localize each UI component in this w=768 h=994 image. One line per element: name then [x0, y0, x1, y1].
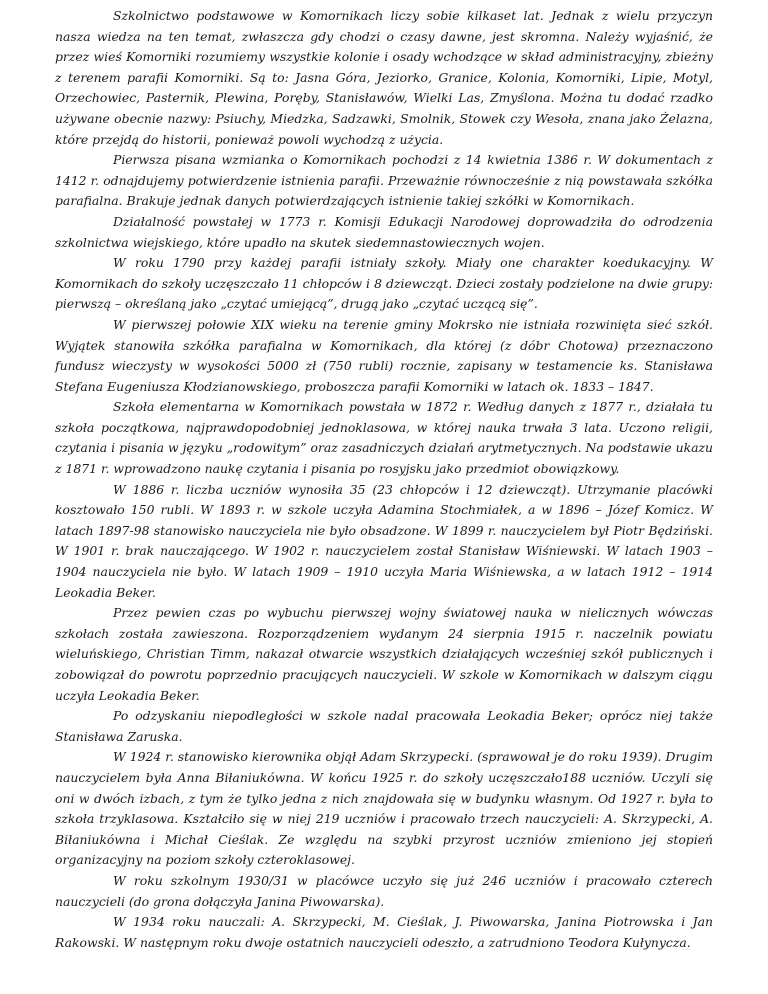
paragraph-7: W 1886 r. liczba uczniów wynosiła 35 (23 chłopców i 12 dziewcząt). Utrzymanie placówki kosztowało 150 rubli. W 1893 r. w szkole uczyła Adamina Stochmiałek, a w 1896 – Józef Komicz. W latach 1897-98 stanowisko nauczyciela nie było obsadzone. W 1899 r. nauczycielem był Piotr Będziński. W 1901 r. brak nauczającego. W 1902 r. nauczycielem został Stanisław Wiśniewski. W latach 1903 – 1904 nauczyciela nie było. W latach 1909 – 1910 uczyła Maria Wiśniewska, a w latach 1912 – 1914 Leokadia Beker. — [55, 481, 713, 600]
paragraph-5: W pierwszej połowie XIX wieku na terenie gminy Mokrsko nie istniała rozwinięta sieć szkół. Wyjątek stanowiła szkółka parafialna w Komornikach, dla której (z dóbr Chotowa) przeznaczono fundusz wieczysty w wysokości 5000 zł (750 rubli) rocznie, zapisany w testamencie ks. Stanisława Stefana Eugeniusza Kłodzianowskiego, proboszcza parafii Komorniki w latach ok. 1833 – 1847. — [55, 316, 713, 394]
paragraph-12: W 1934 roku nauczali: A. Skrzypecki, M. Cieślak, J. Piwowarska, Janina Piotrowska i Jan Rakowski. W następnym roku dwoje ostatnich nauczycieli odeszło, a zatrudniono Teodora Kułynycza. — [55, 914, 713, 950]
document-page — [55, 6, 713, 953]
paragraph-11: W roku szkolnym 1930/31 w placówce uczyło się już 246 uczniów i pracowało czterech nauczycieli (do grona dołączyła Janina Piwowarska). — [55, 872, 713, 909]
paragraph-9: Po odzyskaniu niepodległości w szkole nadal pracowała Leokadia Beker; oprócz niej także Stanisława Zaruska. — [55, 708, 713, 744]
paragraph-8: Przez pewien czas po wybuchu pierwszej wojny światowej nauka w nielicznych wówczas szkołach została zawieszona. Rozporządzeniem wydanym 24 sierpnia 1915 r. naczelnik powiatu wieluńskiego, Christian Timm, nakazał otwarcie wszystkich działających wcześniej szkół publicznych i zobowiązał do powrotu poprzednio pracujących nauczycieli. W szkole w Komornikach w dalszym ciągu uczyła Leokadia Beker. — [55, 605, 713, 703]
paragraph-1: Szkolnictwo podstawowe w Komornikach liczy sobie kilkaset lat. Jednak z wielu przyczyn nasza wiedza na ten temat, zwłaszcza gdy chodzi o czasy dawne, jest skromna. Należy wyjaśnić, że przez wieś Komorniki rozumiemy wszystkie kolonie i osady wchodzące w skład administracyjny, zbieżny z terenem parafii Komorniki. Są to: Jasna Góra, Jeziorko, Granice, Kolonia, Komorniki, Lipie, Motyl, Orzechowiec, Pasternik, Plewina, Poręby, Stanisławów, Wielki Las, Zmyślona. Można tu dodać rzadko używane obecnie nazwy: Psiuchy, Miedzka, Sadzawki, Smolnik, Stowek czy Wesoła, znana jako Żelazna, które przejdą do historii, ponieważ powoli wychodzą z użycia. — [55, 8, 713, 147]
paragraph-10: W 1924 r. stanowisko kierownika objął Adam Skrzypecki. (sprawował je do roku 1939). Drugim nauczycielem była Anna Biłaniukówna. W końcu 1925 r. do szkoły uczęszczało188 uczniów. Uczyli się oni w dwóch izbach, z tym że tylko jedna z nich znajdowała się w budynku własnym. Od 1927 r. była to szkoła trzyklasowa. Kształciło się w niej 219 uczniów i pracowało trzech nauczycieli: A. Skrzypecki, A. Biłaniukówna i Michał Cieślak. Ze względu na szybki przyrost uczniów zmieniono jej stopień organizacyjny na poziom szkoły czteroklasowej. — [55, 749, 713, 868]
paragraph-2: Pierwsza pisana wzmianka o Komornikach pochodzi z 14 kwietnia 1386 r. W dokumentach z 1412 r. odnajdujemy potwierdzenie istnienia parafii. Przeważnie równocześnie z nią powstawała szkółka parafialna. Brakuje jednak danych potwierdzających istnienie takiej szkółki w Komornikach. — [55, 152, 713, 209]
paragraph-3: Działalność powstałej w 1773 r. Komisji Edukacji Narodowej doprowadziła do odrodzenia szkolnictwa wiejskiego, które upadło na skutek siedemnastowiecznych wojen. — [55, 213, 713, 250]
paragraph-4: W roku 1790 przy każdej parafii istniały szkoły. Miały one charakter koedukacyjny. W Komornikach do szkoły uczęszczało 11 chłopców i 8 dziewcząt. Dzieci zostały podzielone na dwie grupy: pierwszą – określaną jako „czytać umiejącą”, drugą jako „czytać uczącą się”. — [55, 255, 713, 312]
paragraph-6: Szkoła elementarna w Komornikach powstała w 1872 r. Według danych z 1877 r., działała tu szkoła początkowa, najprawdopodobniej jednoklasowa, w której nauka trwała 3 lata. Uczono religii, czytania i pisania w języku „rodowitym” oraz zasadniczych działań arytmetycznych. Na podstawie ukazu z 1871 r. wprowadzono naukę czytania i pisania po rosyjsku jako przedmiot obowiązkowy. — [55, 399, 713, 477]
